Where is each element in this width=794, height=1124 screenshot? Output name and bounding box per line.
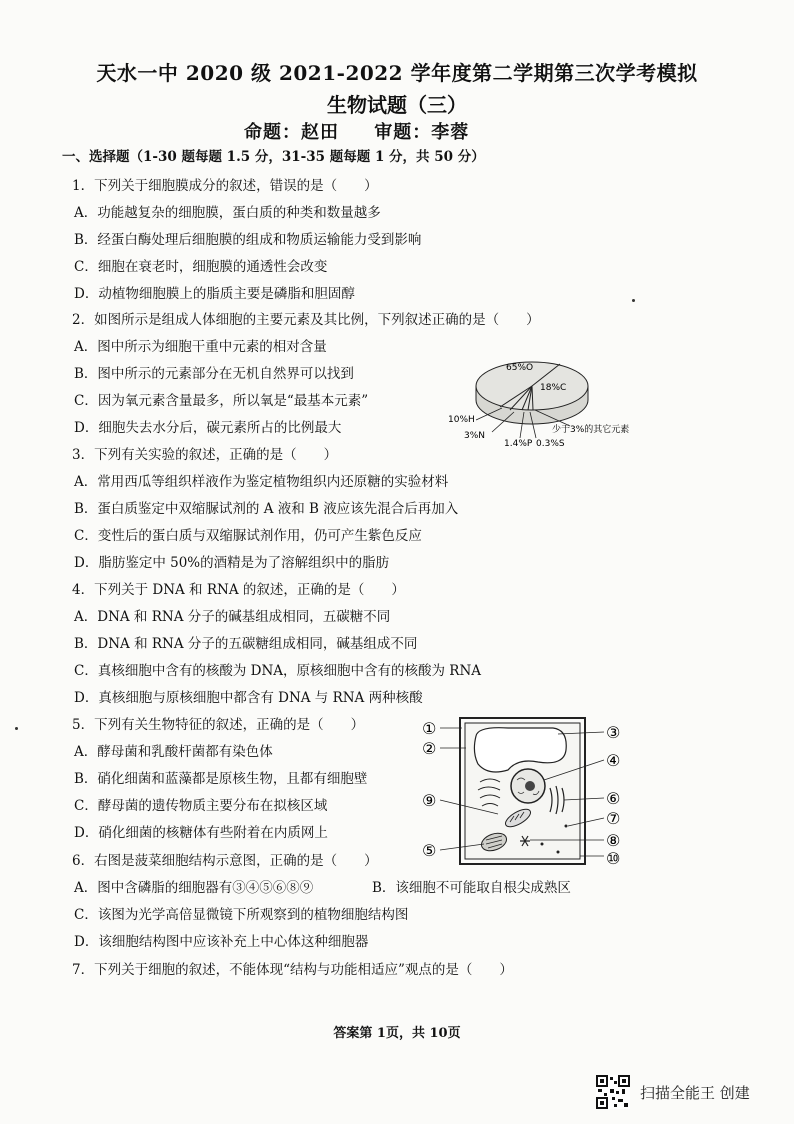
scanner-watermark	[596, 1075, 750, 1109]
q1-option-c: C．细胞在衰老时，细胞膜的通透性会改变	[74, 259, 328, 275]
exam-title-line1: 天水一中 2020 级 2021-2022 学年度第二学期第三次学考模拟	[96, 61, 698, 85]
cell-label-1: ①	[422, 719, 437, 738]
reviewer: 审题：李蓉	[374, 122, 470, 143]
pie-label-h: 10%H	[448, 415, 475, 425]
scan-speck	[15, 727, 18, 730]
q4-option-b: B．DNA 和 RNA 分子的五碳糖组成相同，碱基组成不同	[74, 636, 418, 652]
cell-label-10: ⑩	[606, 849, 621, 868]
ribosome	[541, 843, 544, 846]
q1-option-d: D．动植物细胞膜上的脂质主要是磷脂和胆固醇	[74, 286, 355, 302]
q5-option-c: C．酵母菌的遗传物质主要分布在拟核区域	[74, 798, 328, 814]
q1-stem: 1．下列关于细胞膜成分的叙述，错误的是（ ）	[72, 178, 378, 194]
q3-stem: 3．下列有关实验的叙述，正确的是（ ）	[72, 447, 338, 463]
exam-title-line2: 生物试题（三）	[327, 93, 467, 117]
q2-option-d: D．细胞失去水分后，碳元素所占的比例最大	[74, 420, 342, 436]
watermark-text: 扫描全能王 创建	[640, 1083, 750, 1102]
cell-label-7: ⑦	[606, 809, 621, 828]
cell-label-6: ⑥	[606, 789, 621, 808]
q5-option-a: A．酵母菌和乳酸杆菌都有染色体	[74, 744, 273, 760]
element-pie-figure	[440, 350, 630, 455]
q2-option-b: B．图中所示的元素部分在无机自然界可以找到	[74, 366, 354, 382]
qr-code-icon	[596, 1075, 630, 1109]
pie-label-other: 少于3%的其它元素	[552, 425, 630, 435]
q3-option-c: C．变性后的蛋白质与双缩脲试剂作用，仍可产生紫色反应	[74, 528, 422, 544]
author-line	[244, 118, 497, 144]
q4-stem: 4．下列关于 DNA 和 RNA 的叙述，正确的是（ ）	[72, 582, 405, 598]
pie-label-o: 65%O	[506, 363, 534, 373]
q3-option-b: B．蛋白质鉴定中双缩脲试剂的 A 液和 B 液应该先混合后再加入	[74, 501, 459, 517]
ribosome	[557, 851, 560, 854]
q2-option-c: C．因为氧元素含量最多，所以氧是“最基本元素”	[74, 393, 369, 409]
cell-label-3: ③	[606, 723, 621, 742]
cell-label-5: ⑤	[422, 841, 437, 860]
pie-label-c: 18%C	[540, 383, 567, 393]
q1-option-b: B．经蛋白酶处理后细胞膜的组成和物质运输能力受到影响	[74, 232, 422, 248]
q3-option-d: D．脂肪鉴定中 50%的酒精是为了溶解组织中的脂肪	[74, 555, 390, 571]
cell-label-8: ⑧	[606, 831, 621, 850]
plant-cell-diagram	[418, 714, 628, 869]
page-footer: 答案第 1页，共 10页	[333, 1026, 461, 1041]
q1-option-a: A．功能越复杂的细胞膜，蛋白质的种类和数量越多	[74, 205, 381, 221]
q5-option-d: D．硝化细菌的核糖体有些附着在内质网上	[74, 825, 328, 841]
q6-option-b: B．该细胞不可能取自根尖成熟区	[372, 880, 571, 896]
pie-label-p: 1.4%P	[504, 439, 533, 449]
q5-option-b: B．硝化细菌和蓝藻都是原核生物，且都有细胞壁	[74, 771, 368, 787]
q4-option-d: D．真核细胞与原核细胞中都含有 DNA 与 RNA 两种核酸	[74, 690, 423, 706]
q4-option-c: C．真核细胞中含有的核酸为 DNA，原核细胞中含有的核酸为 RNA	[74, 663, 482, 679]
q6-option-c: C．该图为光学高倍显微镜下所观察到的植物细胞结构图	[74, 907, 409, 923]
ribosome	[565, 825, 568, 828]
q2-option-a: A．图中所示为细胞干重中元素的相对含量	[74, 339, 327, 355]
setter: 命题：赵田	[244, 122, 339, 143]
q5-stem: 5．下列有关生物特征的叙述，正确的是（ ）	[72, 717, 365, 733]
cell-label-9: ⑨	[422, 791, 437, 810]
q6-option-d: D．该细胞结构图中应该补充上中心体这种细胞器	[74, 934, 369, 950]
cell-label-2: ②	[422, 739, 437, 758]
q4-option-a: A．DNA 和 RNA 分子的碱基组成相同，五碳糖不同	[74, 609, 391, 625]
pie-label-s: 0.3%S	[536, 439, 565, 449]
q3-option-a: A．常用西瓜等组织样液作为鉴定植物组织内还原糖的实验材料	[74, 474, 449, 490]
q6-stem: 6．右图是菠菜细胞结构示意图，正确的是（ ）	[72, 853, 378, 869]
scan-speck	[632, 299, 635, 302]
nucleolus	[525, 781, 535, 791]
section-heading: 一、选择题（1-30 题每题 1.5 分，31-35 题每题 1 分，共 50 分）	[62, 149, 485, 165]
pie-label-n: 3%N	[464, 431, 486, 441]
q2-stem: 2．如图所示是组成人体细胞的主要元素及其比例，下列叙述正确的是（ ）	[72, 312, 540, 328]
q7-stem: 7．下列关于细胞的叙述，不能体现“结构与功能相适应”观点的是（ ）	[72, 962, 513, 978]
q6-option-a: A．图中含磷脂的细胞器有③④⑤⑥⑧⑨	[74, 880, 314, 896]
cell-label-4: ④	[606, 751, 621, 770]
